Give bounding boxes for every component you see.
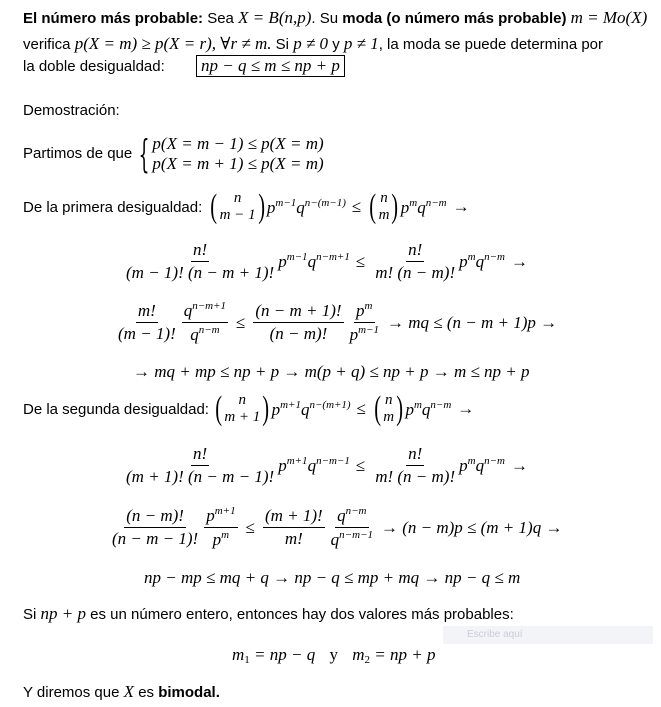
system-row-1: p(X = m − 1) ≤ p(X = m) <box>152 134 324 153</box>
primera-line <box>23 190 470 225</box>
text: Sea <box>203 10 239 27</box>
system-row-2: p(X = m + 1) ≤ p(X = m) <box>152 153 324 173</box>
intro-line-3 <box>23 58 165 75</box>
math-np-plus-p: np + p <box>40 604 86 623</box>
moda-bold: moda (o número más probable) <box>342 10 567 27</box>
math-p-ne-1: p ≠ 1 <box>343 34 379 53</box>
math-mode: m = Mo(X) <box>570 8 648 27</box>
text: verifica <box>23 36 71 53</box>
eq8: np − mp ≤ mq + q → np − q ≤ mp + mq → np − q ≤ m <box>144 568 521 587</box>
system <box>152 134 323 173</box>
left-brace: { <box>138 131 150 176</box>
ghost-input[interactable]: Escribe aquí <box>443 626 653 644</box>
text: Si <box>275 36 290 53</box>
bimodal-bold: bimodal. <box>158 684 220 701</box>
text: y <box>332 36 340 53</box>
primera-label: De la primera desigualdad: <box>23 198 203 216</box>
final-line: Y diremos que X es bimodal. <box>23 682 220 701</box>
intro-line-2 <box>23 34 603 54</box>
intro-line-1 <box>23 8 647 28</box>
boxed-inequality: np − q ≤ m ≤ np + p <box>196 55 345 77</box>
entero-line: Si np + p es un número entero, entonces hay dos valores más probables: <box>23 604 514 623</box>
text: , la moda se puede determina por <box>378 36 604 53</box>
eq6: $\frac{n!}{(m + 1)! (n - m - 1)!}$ $p^{m+1}q^{n-m-1}$ ≤ $\frac{n!}{m! (n - m)!}$ $p^mq^{n-m}$ → <box>126 444 528 487</box>
primera-equation: ( n m − 1 ) $p^{m-1}q^{n-(m-1)}$ ≤ ( n m ) $p^mq^{n-m}$ → <box>208 190 469 225</box>
binomial-1: ( n m − 1 ) <box>210 188 265 226</box>
segunda-label: De la segunda desigualdad: <box>23 400 209 418</box>
math-p-ne-0: p ≠ 0 <box>293 34 329 53</box>
segunda-line <box>23 392 474 427</box>
title-bold: El número más probable: <box>23 10 204 27</box>
math-binomial: X = B(n,p) <box>238 8 312 27</box>
math-ineq: p(X = m) ≥ p(X = r), ∀r ≠ m. <box>74 34 272 53</box>
text: . Su <box>311 10 343 27</box>
eq7: $\frac{(n - m)!}{(n - m - 1)!}$ $\frac{p^{m+1}}{p^m}$ ≤ $\frac{(m + 1)!}{m!}$ $\frac{q^{n-m}}{q^{n-m-1}}$ → (n − m)p ≤ (m + 1)q → <box>112 505 563 550</box>
segunda-equation: ( n m + 1 ) $p^{m+1}q^{n-(m+1)}$ ≤ ( n m ) $p^mq^{n-m}$ → <box>215 390 475 428</box>
eq9: $m_1$ = np − q y $m_2$ = np + p <box>232 645 436 666</box>
text: la doble desigualdad: <box>23 58 165 75</box>
eq4: → mq + mp ≤ np + p → m(p + q) ≤ np + p → m ≤ np + p <box>133 362 530 381</box>
partimos-block <box>23 131 324 176</box>
binomial-2: ( n m ) <box>369 188 399 226</box>
demostracion-heading: Demostración: <box>23 102 120 119</box>
partimos-label: Partimos de que <box>23 145 133 163</box>
eq2: $\frac{n!}{(m - 1)! (n - m + 1)!}$ $p^{m-1}q^{n-m+1}$ ≤ $\frac{n!}{m! (n - m)!}$ $p^mq^{n-m}$ → <box>126 240 528 283</box>
eq3: $\frac{m!}{(m - 1)!}$ $\frac{q^{n-m+1}}{q^{n-m}}$ ≤ $\frac{(n - m + 1)!}{(n - m)!}$ $\frac{p^m}{p^{m-1}}$ → mq ≤ (n − m + 1)p → <box>118 300 558 345</box>
